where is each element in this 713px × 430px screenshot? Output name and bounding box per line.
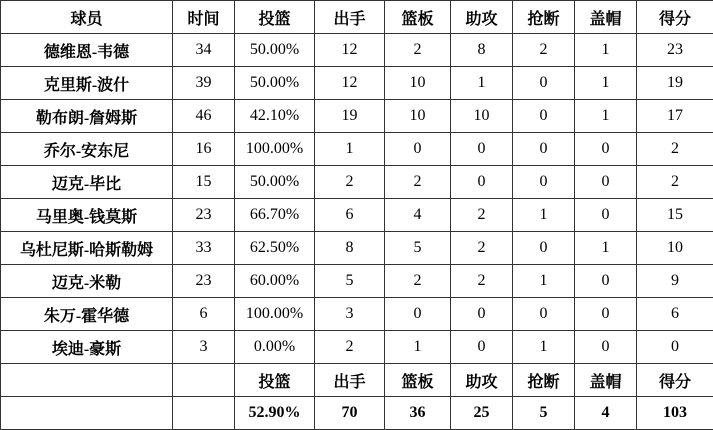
player-assists: 8 xyxy=(451,34,513,67)
table-row xyxy=(1,100,713,133)
player-assists: 0 xyxy=(451,331,513,364)
player-blocks: 1 xyxy=(575,67,637,100)
player-fg-attempts: 5 xyxy=(315,265,385,298)
player-points: 15 xyxy=(637,199,713,232)
footer-header-points: 得分 xyxy=(637,364,713,397)
player-steals: 0 xyxy=(513,298,575,331)
player-rebounds: 0 xyxy=(385,298,451,331)
player-fg-attempts: 2 xyxy=(315,331,385,364)
player-fg-pct: 100.00% xyxy=(235,298,315,331)
player-blocks: 0 xyxy=(575,166,637,199)
player-points: 6 xyxy=(637,298,713,331)
player-minutes: 6 xyxy=(173,298,235,331)
player-rebounds: 5 xyxy=(385,232,451,265)
player-assists: 2 xyxy=(451,199,513,232)
player-steals: 1 xyxy=(513,265,575,298)
table-row xyxy=(1,331,713,364)
column-header-player: 球员 xyxy=(1,1,173,34)
player-assists: 2 xyxy=(451,232,513,265)
player-rebounds: 10 xyxy=(385,100,451,133)
total-blocks: 4 xyxy=(575,397,637,430)
player-points: 19 xyxy=(637,67,713,100)
table-row xyxy=(1,199,713,232)
player-assists: 0 xyxy=(451,298,513,331)
column-header-blocks: 盖帽 xyxy=(575,1,637,34)
player-rebounds: 2 xyxy=(385,166,451,199)
column-header-fg-attempts: 出手 xyxy=(315,1,385,34)
footer-empty-minutes-cell xyxy=(173,364,235,397)
player-blocks: 1 xyxy=(575,232,637,265)
player-name: 马里奥-钱莫斯 xyxy=(1,199,173,232)
footer-header-row xyxy=(1,364,713,397)
player-points: 17 xyxy=(637,100,713,133)
table-row xyxy=(1,67,713,100)
table-row xyxy=(1,232,713,265)
player-rebounds: 10 xyxy=(385,67,451,100)
player-blocks: 1 xyxy=(575,100,637,133)
total-fg-pct: 52.90% xyxy=(235,397,315,430)
player-minutes: 34 xyxy=(173,34,235,67)
player-name: 朱万-霍华德 xyxy=(1,298,173,331)
player-fg-attempts: 19 xyxy=(315,100,385,133)
column-header-fg-pct: 投篮 xyxy=(235,1,315,34)
player-name: 迈克-毕比 xyxy=(1,166,173,199)
player-steals: 0 xyxy=(513,67,575,100)
player-name: 迈克-米勒 xyxy=(1,265,173,298)
column-header-assists: 助攻 xyxy=(451,1,513,34)
player-fg-pct: 50.00% xyxy=(235,67,315,100)
player-rebounds: 2 xyxy=(385,34,451,67)
player-fg-attempts: 8 xyxy=(315,232,385,265)
player-blocks: 1 xyxy=(575,34,637,67)
player-steals: 0 xyxy=(513,100,575,133)
footer-header-fg-pct: 投篮 xyxy=(235,364,315,397)
player-minutes: 23 xyxy=(173,199,235,232)
player-name: 德维恩-韦德 xyxy=(1,34,173,67)
player-fg-pct: 100.00% xyxy=(235,133,315,166)
player-fg-pct: 66.70% xyxy=(235,199,315,232)
player-rebounds: 2 xyxy=(385,265,451,298)
player-assists: 0 xyxy=(451,133,513,166)
player-fg-pct: 50.00% xyxy=(235,166,315,199)
player-rebounds: 0 xyxy=(385,133,451,166)
player-name: 乔尔-安东尼 xyxy=(1,133,173,166)
player-steals: 1 xyxy=(513,199,575,232)
player-fg-attempts: 3 xyxy=(315,298,385,331)
totals-empty-minutes-cell xyxy=(173,397,235,430)
player-minutes: 16 xyxy=(173,133,235,166)
table-row xyxy=(1,34,713,67)
table-row xyxy=(1,298,713,331)
footer-header-blocks: 盖帽 xyxy=(575,364,637,397)
footer-header-steals: 抢断 xyxy=(513,364,575,397)
player-fg-pct: 62.50% xyxy=(235,232,315,265)
player-points: 2 xyxy=(637,166,713,199)
total-assists: 25 xyxy=(451,397,513,430)
player-points: 9 xyxy=(637,265,713,298)
player-blocks: 0 xyxy=(575,199,637,232)
footer-header-assists: 助攻 xyxy=(451,364,513,397)
footer-empty-name-cell xyxy=(1,364,173,397)
player-rebounds: 1 xyxy=(385,331,451,364)
player-minutes: 15 xyxy=(173,166,235,199)
player-fg-attempts: 1 xyxy=(315,133,385,166)
player-minutes: 3 xyxy=(173,331,235,364)
player-blocks: 0 xyxy=(575,298,637,331)
player-rebounds: 4 xyxy=(385,199,451,232)
player-minutes: 23 xyxy=(173,265,235,298)
player-fg-attempts: 12 xyxy=(315,67,385,100)
total-fg-attempts: 70 xyxy=(315,397,385,430)
table-row xyxy=(1,265,713,298)
column-header-steals: 抢断 xyxy=(513,1,575,34)
table-header-row xyxy=(1,1,713,34)
player-points: 0 xyxy=(637,331,713,364)
player-steals: 2 xyxy=(513,34,575,67)
player-name: 勒布朗-詹姆斯 xyxy=(1,100,173,133)
player-fg-attempts: 6 xyxy=(315,199,385,232)
player-minutes: 46 xyxy=(173,100,235,133)
player-fg-pct: 0.00% xyxy=(235,331,315,364)
player-points: 2 xyxy=(637,133,713,166)
player-assists: 1 xyxy=(451,67,513,100)
player-assists: 0 xyxy=(451,166,513,199)
table-row xyxy=(1,133,713,166)
player-points: 10 xyxy=(637,232,713,265)
footer-header-rebounds: 篮板 xyxy=(385,364,451,397)
total-steals: 5 xyxy=(513,397,575,430)
player-minutes: 39 xyxy=(173,67,235,100)
column-header-points: 得分 xyxy=(637,1,713,34)
total-rebounds: 36 xyxy=(385,397,451,430)
player-blocks: 0 xyxy=(575,133,637,166)
column-header-rebounds: 篮板 xyxy=(385,1,451,34)
player-assists: 2 xyxy=(451,265,513,298)
player-assists: 10 xyxy=(451,100,513,133)
player-points: 23 xyxy=(637,34,713,67)
total-points: 103 xyxy=(637,397,713,430)
player-fg-attempts: 2 xyxy=(315,166,385,199)
player-name: 乌杜尼斯-哈斯勒姆 xyxy=(1,232,173,265)
player-steals: 0 xyxy=(513,232,575,265)
table-row xyxy=(1,166,713,199)
player-blocks: 0 xyxy=(575,265,637,298)
totals-empty-name-cell xyxy=(1,397,173,430)
player-fg-pct: 50.00% xyxy=(235,34,315,67)
column-header-minutes: 时间 xyxy=(173,1,235,34)
footer-header-fg-attempts: 出手 xyxy=(315,364,385,397)
player-name: 埃迪-豪斯 xyxy=(1,331,173,364)
player-minutes: 33 xyxy=(173,232,235,265)
totals-row xyxy=(1,397,713,430)
player-blocks: 0 xyxy=(575,331,637,364)
player-fg-attempts: 12 xyxy=(315,34,385,67)
player-steals: 1 xyxy=(513,331,575,364)
player-steals: 0 xyxy=(513,166,575,199)
player-name: 克里斯-波什 xyxy=(1,67,173,100)
player-steals: 0 xyxy=(513,133,575,166)
player-fg-pct: 60.00% xyxy=(235,265,315,298)
player-fg-pct: 42.10% xyxy=(235,100,315,133)
